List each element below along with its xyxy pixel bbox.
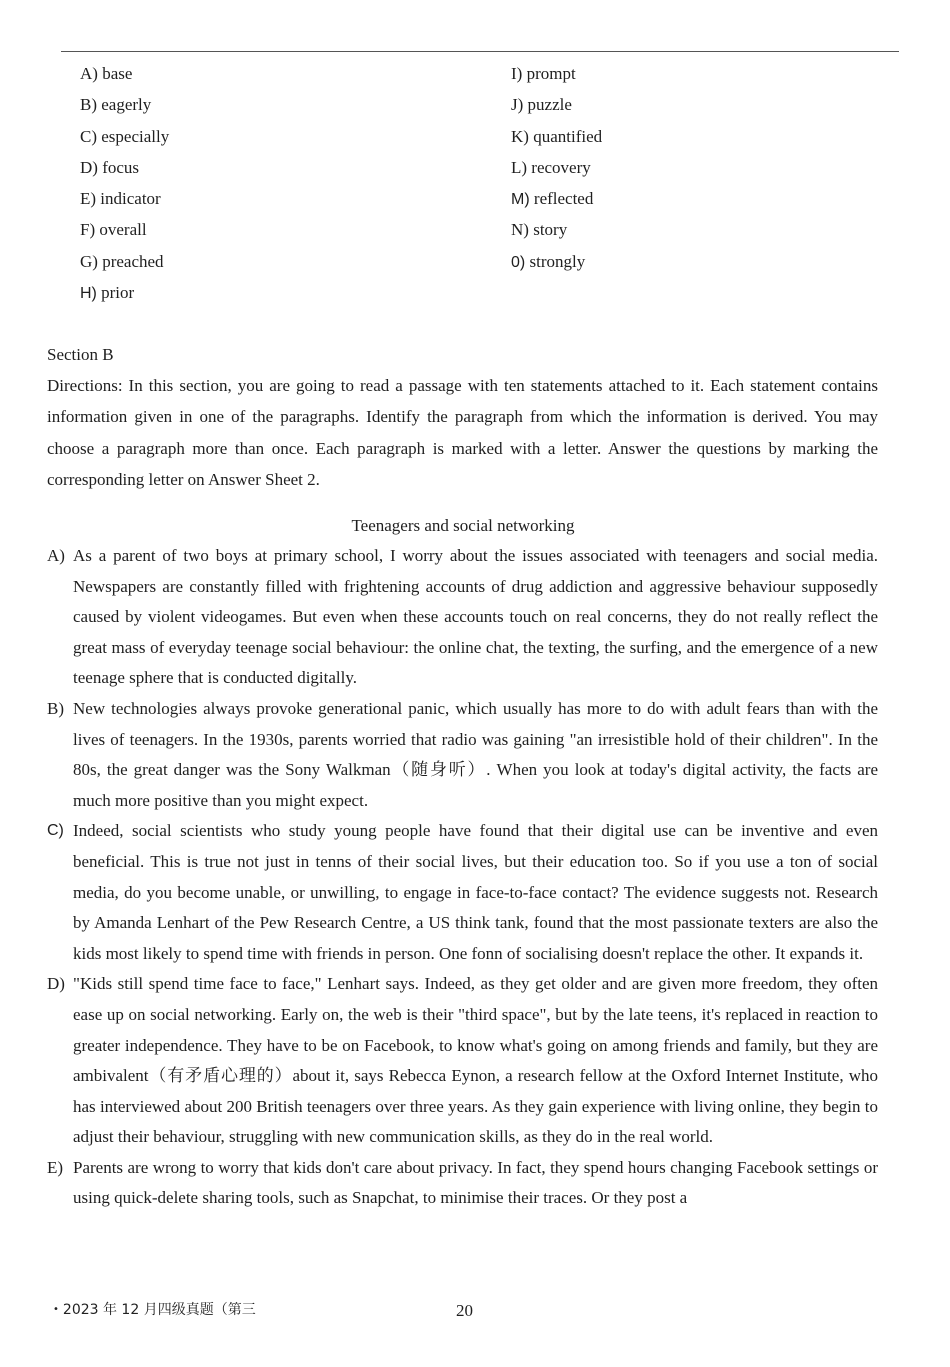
word-bank-item xyxy=(511,121,602,152)
paragraph-text: Parents are wrong to worry that kids don't care about privacy. In fact, they spend hours changing Facebook settings or using quick-delete sharing tools, such as Snapchat, to minimise their traces. Or they post a xyxy=(73,1157,878,1208)
word-letter: L) xyxy=(511,157,528,177)
paragraph-text: Indeed, social scientists who study young people have found that their digital use can be inventive and even beneficial. This is true not just in tenns of their social lives, but their education too. So if you use a ton of social media, do you become unable, or unwilling, to engage in face-to-face contact? The evidence suggests not. Research by Amanda Lenhart of the Pew Research Centre, a US think tank, found that the most passionate texters are also the kids most likely to spend time with friends in person. One fonn of socialising doesn't replace the other. It expands it. xyxy=(73,821,878,963)
word-bank-item xyxy=(80,246,169,277)
section-title: Section B xyxy=(47,345,114,364)
word-bank-item xyxy=(511,58,602,89)
word-text: puzzle xyxy=(527,95,572,115)
paragraph-letter: A) xyxy=(47,546,65,565)
word-text: strongly xyxy=(529,251,586,271)
paragraph-letter: E) xyxy=(47,1157,64,1177)
passage-body xyxy=(47,541,878,1214)
word-bank-item xyxy=(511,214,602,245)
word-letter: F) xyxy=(80,220,96,240)
word-bank-item xyxy=(80,58,169,89)
word-text: focus xyxy=(102,157,140,177)
word-letter: G) xyxy=(80,251,98,271)
word-text: story xyxy=(533,220,568,240)
word-bank-item xyxy=(80,121,169,152)
word-text: overall xyxy=(99,220,147,240)
word-bank-item xyxy=(511,246,602,277)
word-text: recovery xyxy=(531,157,591,177)
word-letter: D) xyxy=(80,157,98,177)
word-bank-item xyxy=(80,89,169,120)
footer-exam-text: 2023 年 12 月四级真题（第三 xyxy=(62,1302,256,1318)
word-text: reflected xyxy=(533,189,594,209)
word-letter: N) xyxy=(511,220,529,240)
word-text: indicator xyxy=(100,189,161,209)
word-bank-item xyxy=(80,152,169,183)
paragraph-text: "Kids still spend time face to face," Lenhart says. Indeed, as they get older and are given more freedom, they often ease up on social networking. Early on, the web is their "third space", but by the late teens, it's replaced in reaction to greater independence. They have to be on Facebook, to know what's going on among friends and family, but they are ambivalent（有矛盾心理的）about it, says Rebecca Eynon, a research fellow at the Oxford Internet Institute, who has interviewed about 200 British teenagers over three years. As they gain experience with living online, they begin to adjust their behaviour, struggling with new communication skills, as they do in the real world. xyxy=(73,974,878,1147)
word-bank-item xyxy=(511,183,602,214)
word-bank-item xyxy=(511,152,602,183)
paragraph-text: As a parent of two boys at primary school, I worry about the issues associated with teenagers and social media. Newspapers are constantly filled with frightening accounts of drug addiction and aggressive behaviour supposedly caused by violent videogames. But even when these accounts touch on real concerns, they do not really reflect the great mass of everyday teenage social behaviour: the online chat, the texting, the surfing, and the emergence of a new teenage sphere that is conducted digitally. xyxy=(73,546,878,688)
word-bank-item xyxy=(80,214,169,245)
paragraph-letter: C) xyxy=(47,822,64,840)
word-text: prompt xyxy=(526,64,576,83)
word-letter: M) xyxy=(511,191,530,209)
paragraph-letter: D) xyxy=(47,974,65,994)
bullet-icon: • xyxy=(53,1304,59,1315)
word-bank-item xyxy=(511,89,602,120)
word-letter: B) xyxy=(80,95,97,115)
word-letter: A) xyxy=(80,64,98,83)
section-directions: Directions: In this section, you are going to read a passage with ten statements attached to it. Each statement contains information given in one of the paragraphs. Identify the paragraph from which the information is derived. You may choose a paragraph more than once. Each paragraph is marked with a letter. Answer the questions by marking the corresponding letter on Answer Sheet 2. xyxy=(47,376,878,489)
word-text: quantified xyxy=(533,126,603,146)
word-letter: J) xyxy=(511,95,524,115)
paragraph-letter: B) xyxy=(47,698,64,718)
word-text: especially xyxy=(101,126,170,146)
footer-exam-label xyxy=(53,1299,256,1321)
word-text: eagerly xyxy=(101,95,152,115)
word-bank-item xyxy=(80,183,169,214)
word-letter: 0) xyxy=(511,253,526,271)
passage-title: Teenagers and social networking xyxy=(351,516,575,535)
paragraph-a xyxy=(47,541,878,694)
word-letter: K) xyxy=(511,126,529,146)
word-letter: C) xyxy=(80,126,97,146)
paragraph-d xyxy=(47,969,878,1153)
word-bank-item xyxy=(80,277,169,308)
word-letter: H) xyxy=(80,285,97,303)
word-bank-right-column xyxy=(511,58,602,277)
word-text: preached xyxy=(102,251,164,271)
word-bank-left-column xyxy=(80,58,169,308)
word-letter: I) xyxy=(511,64,523,83)
word-text: prior xyxy=(101,283,135,303)
paragraph-b xyxy=(47,694,878,816)
paragraph-e xyxy=(47,1153,878,1214)
paragraph-c xyxy=(47,816,878,969)
word-text: base xyxy=(102,64,133,83)
page-number: 20 xyxy=(456,1301,473,1320)
header-rule xyxy=(61,51,899,52)
paragraph-text: New technologies always provoke generational panic, which usually has more to do with adult fears than with the lives of teenagers. In the 1930s, parents worried that radio was gaining "an irresistible hold of their children". In the 80s, the great danger was the Sony Walkman（随身听）. When you look at today's digital activity, the facts are much more positive than you might expect. xyxy=(73,698,878,810)
word-letter: E) xyxy=(80,189,97,209)
